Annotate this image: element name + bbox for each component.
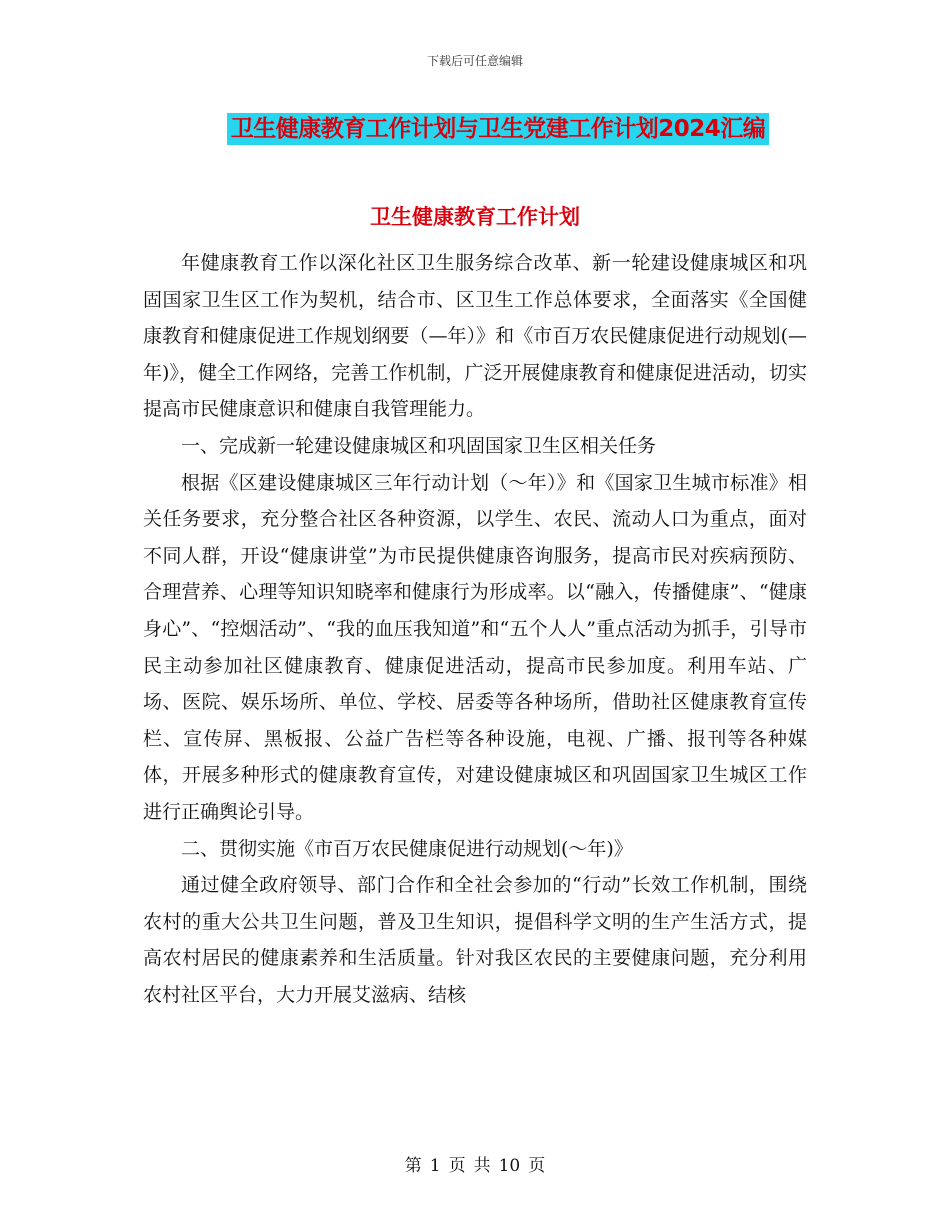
page-header-note: 下载后可任意编辑 (426, 54, 523, 68)
document-title: 卫生健康教育工作计划与卫生党建工作计划2024汇编 (227, 113, 770, 145)
paragraph-heading: 一、完成新一轮建设健康城区和巩固国家卫生区相关任务 (181, 434, 657, 457)
document-title-container (188, 113, 808, 145)
footer-total-unit: 页 (528, 1156, 546, 1176)
footer-prefix: 第 (404, 1156, 422, 1176)
paragraph-heading: 二、贯彻实施《市百万农民健康促进行动规划(～年)》 (181, 837, 633, 860)
page-footer (0, 1151, 950, 1176)
footer-page-unit: 页 (448, 1156, 466, 1176)
paragraph: 根据《区建设健康城区三年行动计划（～年）》和《国家卫生城市标准》相关任务要求，充分整合社区各种资源，以学生、农民、流动人口为重点，面对不同人群，开设“健康讲堂”为市民提供健康咨询服务，提高市民对疾病预防、合理营养、心理等知识知晓率和健康行为形成率。以“融入，传播健康”、“健康身心”、“控烟活动”、“我的血压我知道”和“五个人人”重点活动为抓手，引导市民主动参加社区健康教育、健康促进活动，提高市民参加度。利用车站、广场、医院、娱乐场所、单位、学校、居委等各种场所，借助社区健康教育宣传栏、宣传屏、黑板报、公益广告栏等各种设施，电视、广播、报刊等各种媒体，开展多种形式的健康教育宣传，对建设健康城区和巩固国家卫生城区工作进行正确舆论引导。 (143, 471, 807, 823)
paragraph: 通过健全政府领导、部门合作和全社会参加的“行动”长效工作机制，围绕农村的重大公共卫生问题，普及卫生知识，提倡科学文明的生产生活方式，提高农村居民的健康素养和生活质量。针对我区农民的主要健康问题，充分利用农村社区平台，大力开展艾滋病、结核 (143, 874, 807, 1006)
section-title: 卫生健康教育工作计划 (370, 205, 580, 229)
footer-page-number: 1 (429, 1156, 441, 1176)
footer-total-pages: 10 (498, 1156, 521, 1176)
footer-total-prefix: 共 (473, 1156, 491, 1176)
paragraph: 年健康教育工作以深化社区卫生服务综合改革、新一轮建设健康城区和巩固国家卫生区工作为契机，结合市、区卫生工作总体要求，全面落实《全国健康教育和健康促进工作规划纲要（—年）》和《市百万农民健康促进行动规划(—年)》，健全工作网络，完善工作机制，广泛开展健康教育和健康促进活动，切实提高市民健康意识和健康自我管理能力。 (143, 252, 807, 421)
document-body (143, 245, 807, 1013)
